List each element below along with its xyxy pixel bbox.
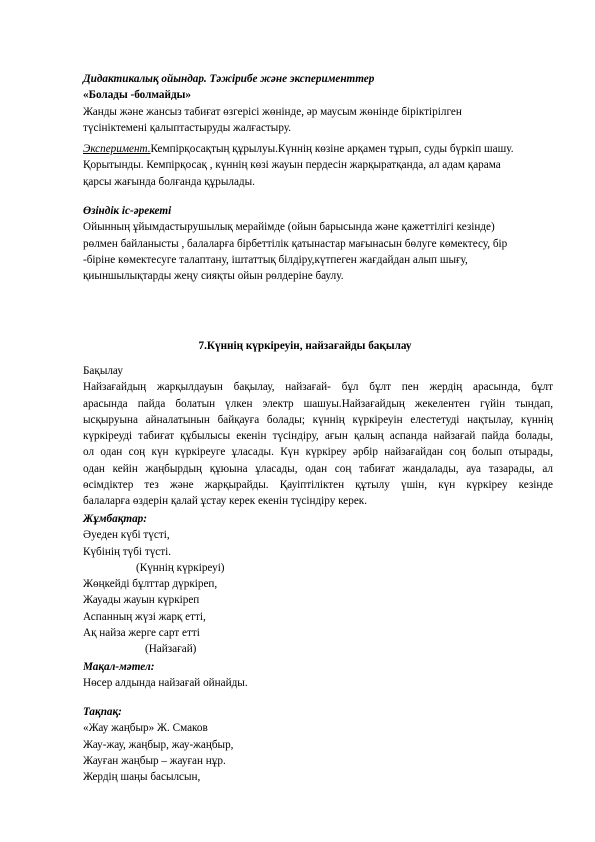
- section-heading: Жұмбақтар:: [83, 513, 147, 525]
- experiment-section: [83, 141, 514, 190]
- proverb-text: Нөсер алдында найзағай ойнайды.: [83, 677, 248, 690]
- poem-line: Жау-жау, жаңбыр, жау-жаңбыр,: [83, 738, 234, 751]
- section-heading: Өзіндік іс-әрекеті: [83, 205, 172, 217]
- section-heading: Дидактикалық ойындар. Тәжірибе және эксперименттер: [83, 73, 375, 85]
- text-line: Ойынның ұйымдастырушылық мерайімде (ойын барысында және қажеттілігі кезінде): [83, 221, 495, 234]
- text-line: -біріне көмектесуге талаптану, іштаттық білдіру,күтпеген жағдайдан алып шығу,: [83, 253, 468, 266]
- paragraph-line: ол одан соң күн күркіреуге ұласады. Күн күркіреу әрбір найзағайдан соң болып отырады,: [83, 446, 553, 459]
- experiment-text: Кемпірқосақтың құрылуы.Күннің көзіне арқамен тұрып, суды бүркіп шашу.: [150, 143, 514, 155]
- game-title: «Болады -болмайды»: [83, 89, 191, 102]
- proverb-section: [83, 659, 248, 692]
- paragraph-line: одан кейін жаңбырдың құюына ұласады, одан соң табиғат жандалады, ауа тазарады, ал: [83, 462, 553, 475]
- text-line: түсініктемені қалыптастыруды жалғастыру.: [83, 121, 292, 134]
- section-heading: Тақпақ:: [83, 706, 122, 718]
- paragraph-line: ысқыруына айналатынын байқауға болады; күннің күркіреуін елестетуді нақтылау, күннің: [83, 413, 553, 426]
- paragraph-line: Найзағайдың жарқылдауын бақылау, найзағай- бұл бұлт пен жердің арасында, бұлт: [83, 381, 553, 394]
- text-line: қиыншылықтарды жеңу сияқты ойын рөлдеріне баулу.: [83, 270, 344, 283]
- experiment-line: [83, 141, 514, 157]
- observation-section: [83, 363, 553, 510]
- riddle-answer: (Күннің күркіреуі): [136, 561, 225, 574]
- paragraph-line: балаларға өздерін қалай ұстау керек екенін түсіндіру керек.: [83, 495, 368, 508]
- paragraph-line: өсімдіктер тез және жарқырайды. Қауіптіліктен құтылу үшін, күн күркіреу кезінде: [83, 479, 553, 492]
- riddle-line: Күбінің түбі түсті.: [83, 545, 172, 558]
- text-line: қарсы жағында болғанда құрылады.: [83, 175, 255, 188]
- text-line: Қорытынды. Кемпірқосақ , күннің көзі жауын пердесін жарқыратқанда, ал адам қарама: [83, 159, 501, 172]
- text-line: рөлмен байланысты , балаларға бірбеттілік қатынастар мағынасын бөлуге көмектесу, бір: [83, 237, 508, 250]
- text-line: Жанды және жансыз табиғат өзгерісі жөнінде, әр маусым жөнінде біріктірілген: [83, 105, 462, 118]
- poem-line: Жауған жаңбыр – жауған нұр.: [83, 754, 226, 767]
- didactic-games-section: [83, 71, 462, 136]
- poem-line: Жердің шаңы басылсын,: [83, 771, 201, 784]
- observation-subtitle: Бақылау: [83, 365, 123, 377]
- riddles-section: [83, 511, 225, 658]
- section-heading: Мақал-мәтел:: [83, 661, 155, 673]
- riddle-line: Ақ найза жерге сарт етті: [83, 627, 200, 640]
- riddle-line: Жөңкейді бұлттар дүркіреп,: [83, 578, 218, 591]
- poem-section: [83, 704, 233, 785]
- riddle-answer: (Найзағай): [145, 643, 197, 656]
- riddle-line: Әуеден күбі түсті,: [83, 529, 170, 542]
- experiment-label: Эксперимент.: [83, 143, 151, 155]
- riddle-line: Жауады жауын күркіреп: [83, 594, 200, 607]
- observation-title: 7.Күннің күркіреуін, найзағайды бақылау: [198, 340, 412, 352]
- paragraph-line: күркіреуді табиғат құбылысы екенін түсіндіру, ағын қалың аспанда найзағай пайда болады,: [83, 430, 553, 443]
- poem-title: «Жау жаңбыр» Ж. Смаков: [83, 722, 208, 735]
- paragraph-line: арасында пайда болатын үлкен электр шашуы.Найзағайдың жекелентен гүйін тындап,: [83, 397, 553, 410]
- riddle-line: Аспанның жүзі жарқ етті,: [83, 610, 206, 623]
- independent-activity-section: [83, 203, 507, 284]
